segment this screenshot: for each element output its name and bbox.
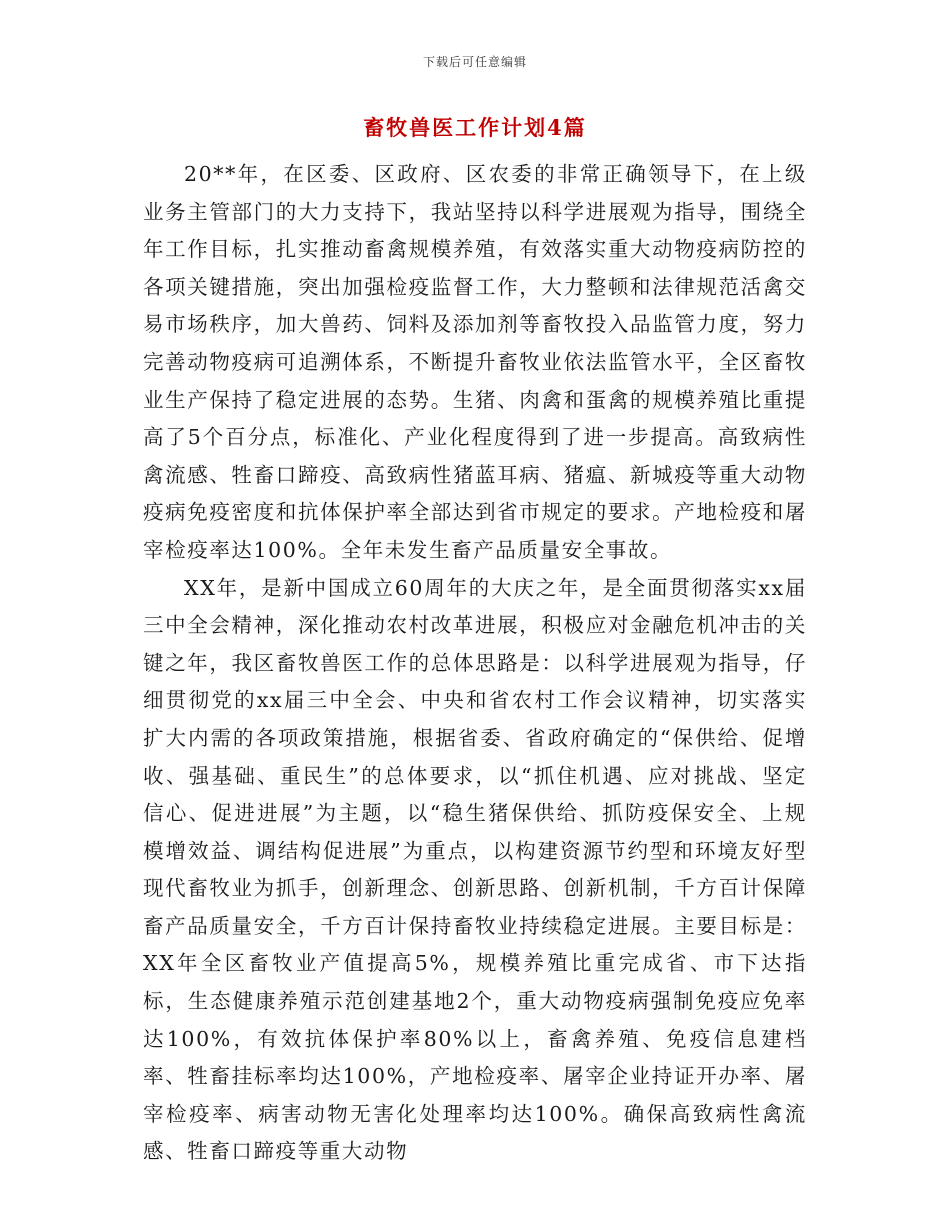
paragraph-summary: 20**年，在区委、区政府、区农委的非常正确领导下，在上级业务主管部门的大力支持下，我站坚持以科学进展观为指导，围绕全年工作目标，扎实推动畜禽规模养殖，有效落实重大动物疫病防控的各项关键措施，突出加强检疫监督工作，大力整顿和法律规范活禽交易市场秩序，加大兽药、饲料及添加剂等畜牧投入品监管力度，努力完善动物疫病可追溯体系，不断提升畜牧业依法监管水平，全区畜牧业生产保持了稳定进展的态势。生猪、肉禽和蛋禽的规模养殖比重提高了5个百分点，标准化、产业化程度得到了进一步提高。高致病性禽流感、牲畜口蹄疫、高致病性猪蓝耳病、猪瘟、新城疫等重大动物疫病免疫密度和抗体保护率全部达到省市规定的要求。产地检疫和屠宰检疫率达100%。全年未发生畜产品质量安全事故。 [143, 162, 807, 562]
document-body [143, 156, 807, 1171]
document-title: 畜牧兽医工作计划4篇 [363, 115, 587, 140]
download-note: 下载后可任意编辑 [422, 55, 527, 69]
paragraph-plan: XX年，是新中国成立60周年的大庆之年，是全面贯彻落实xx届三中全会精神，深化推动农村改革进展，积极应对金融危机冲击的关键之年，我区畜牧兽医工作的总体思路是：以科学进展观为指导，仔细贯彻党的xx届三中全会、中央和省农村工作会议精神，切实落实扩大内需的各项政策措施，根据省委、省政府确定的“保供给、促增收、强基础、重民生”的总体要求，以“抓住机遇、应对挑战、坚定信心、促进进展”为主题，以“稳生猪保供给、抓防疫保安全、上规模增效益、调结构促进展”为重点，以构建资源节约型和环境友好型现代畜牧业为抓手，创新理念、创新思路、创新机制，千方百计保障畜产品质量安全，千方百计保持畜牧业持续稳定进展。主要目标是：XX年全区畜牧业产值提高5%，规模养殖比重完成省、市下达指标，生态健康养殖示范创建基地2个，重大动物疫病强制免疫应免率达100%，有效抗体保护率80%以上，畜禽养殖、免疫信息建档率、牲畜挂标率均达100%，产地检疫率、屠宰企业持证开办率、屠宰检疫率、病害动物无害化处理率均达100%。确保高致病性禽流感、牲畜口蹄疫等重大动物 [143, 575, 807, 1164]
